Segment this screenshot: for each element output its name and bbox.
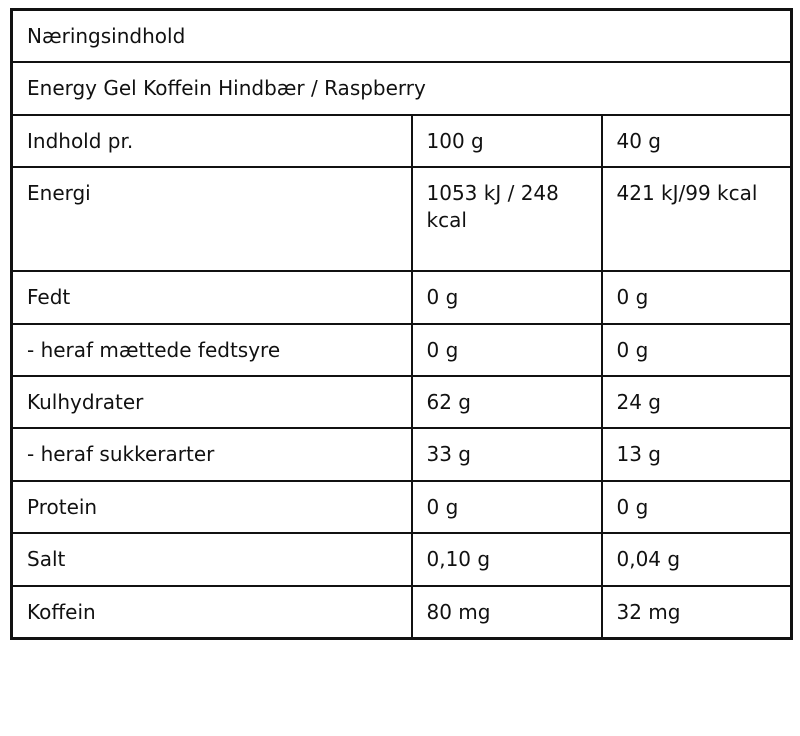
row-value-40g: 0 g — [602, 271, 792, 323]
row-label: Energi — [12, 167, 412, 271]
row-value-100g: 0 g — [412, 271, 602, 323]
row-label: - heraf sukkerarter — [12, 428, 412, 480]
row-value-100g: 62 g — [412, 376, 602, 428]
row-value-40g: 24 g — [602, 376, 792, 428]
nutrition-table-body — [12, 10, 792, 639]
row-value-100g: 33 g — [412, 428, 602, 480]
row-value-40g: 0 g — [602, 481, 792, 533]
table-row — [12, 376, 792, 428]
row-value-40g: 0,04 g — [602, 533, 792, 585]
table-row — [12, 533, 792, 585]
row-label: - heraf mættede fedtsyre — [12, 324, 412, 376]
row-value-100g: 0 g — [412, 324, 602, 376]
table-row — [12, 324, 792, 376]
table-row — [12, 481, 792, 533]
header-label: Indhold pr. — [12, 115, 412, 167]
row-value-100g: 0,10 g — [412, 533, 602, 585]
header-col-40g: 40 g — [602, 115, 792, 167]
table-row — [12, 167, 792, 271]
row-value-40g: 421 kJ/99 kcal — [602, 167, 792, 271]
row-label: Fedt — [12, 271, 412, 323]
row-value-100g: 0 g — [412, 481, 602, 533]
table-title-row — [12, 10, 792, 63]
row-value-40g: 0 g — [602, 324, 792, 376]
table-header-row — [12, 115, 792, 167]
header-col-100g: 100 g — [412, 115, 602, 167]
row-value-40g: 32 mg — [602, 586, 792, 639]
row-label: Salt — [12, 533, 412, 585]
row-value-100g: 1053 kJ / 248 kcal — [412, 167, 602, 271]
row-value-100g: 80 mg — [412, 586, 602, 639]
row-label: Koffein — [12, 586, 412, 639]
table-row — [12, 586, 792, 639]
row-value-40g: 13 g — [602, 428, 792, 480]
table-row — [12, 271, 792, 323]
row-label: Kulhydrater — [12, 376, 412, 428]
row-label: Protein — [12, 481, 412, 533]
product-row — [12, 62, 792, 114]
product-name: Energy Gel Koffein Hindbær / Raspberry — [12, 62, 792, 114]
nutrition-table — [10, 8, 793, 640]
table-title: Næringsindhold — [12, 10, 792, 63]
table-row — [12, 428, 792, 480]
